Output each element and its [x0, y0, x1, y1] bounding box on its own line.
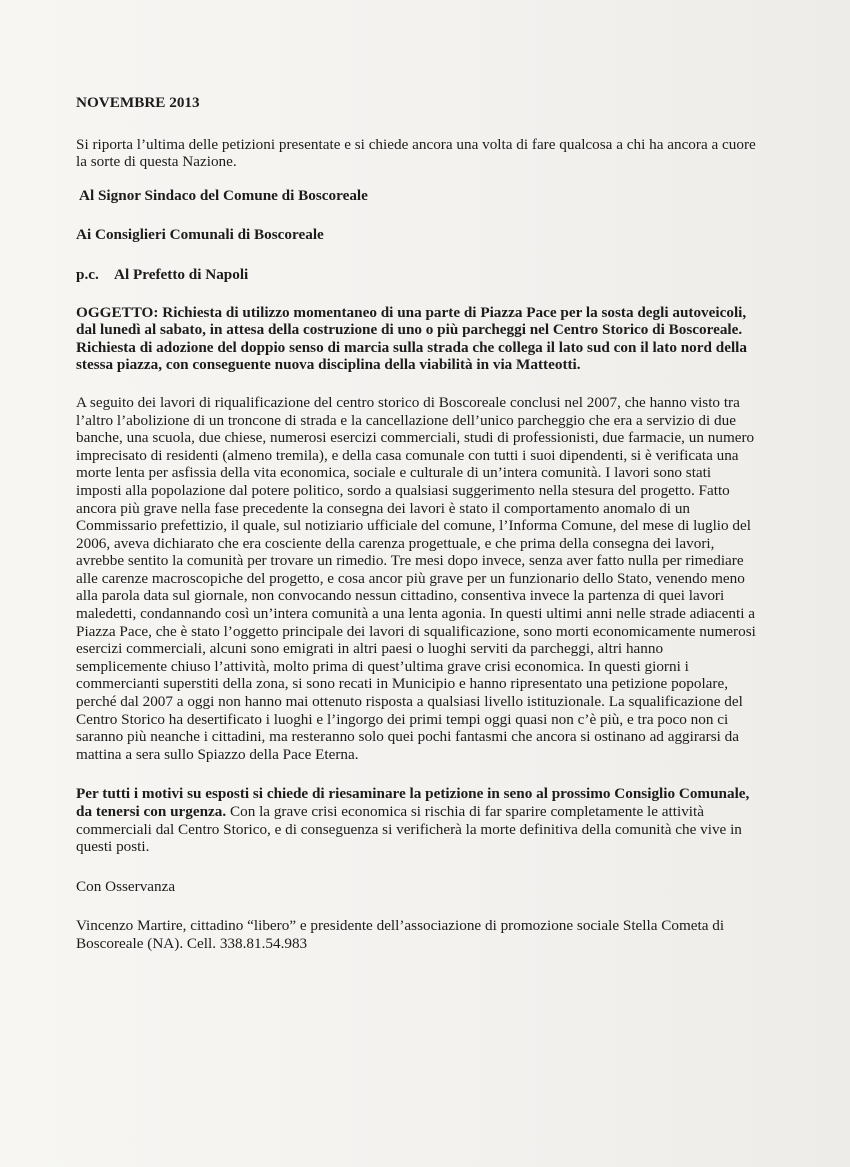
body-paragraph: A seguito dei lavori di riqualificazione del centro storico di Boscoreale conclusi nel 2007, che hanno visto tra l’altro l’abolizione di un troncone di strada e la cancellazione dell’unico parcheggio che era a servizio di due banche, una scuola, due chiese, numerosi esercizi commerciali, studi di professionisti, due farmacie, un numero imprecisato di residenti (almeno tremila), e della casa comunale con tutti i suoi dipendenti, si è verificata una morte lenta per asfissia della vita economica, sociale e culturale di un’intera comunità. I lavori sono stati imposti alla popolazione dal potere politico, sordo a qualsiasi suggerimento nella stesura del progetto. Fatto ancora più grave nella fase precedente la consegna dei lavori è stato il comportamento anomalo di un Commissario prefettizio, il quale, sul notiziario ufficiale del comune, l’Informa Comune, del mese di luglio del 2006, aveva dichiarato che era cosciente della carenza progettuale, e che prima della consegna dei lavori, avrebbe sentito la comunità per trovare un rimedio. Tre mesi dopo invece, senza aver fatto nulla per rimediare alle carenze macroscopiche del progetto, e cosa ancor più grave per un funzionario dello Stato, venendo meno alla parola data sul giornale, non convocando nessun cittadino, consentiva invece la partenza di quei lavori maledetti, condannando così un’intera comunità a una lenta agonia. In questi ultimi anni nelle strade adiacenti a Piazza Pace, che è stato l’oggetto principale dei lavori di squalificazione, sono morti economicamente numerosi esercizi commerciali, alcuni sono emigrati in altri paesi o luoghi serviti da parcheggi, altri hanno semplicemente chiuso l’attività, molto prima di quest’ultima grave crisi economica. In questi giorni i commercianti superstiti della zona, si sono recati in Municipio e hanno ripresentato una petizione popolare, perché dal 2007 a oggi non hanno mai ottenuto risposta a qualsiasi livello istituzionale. La squalificazione del Centro Storico ha desertificato i luoghi e l’ingorgo dei primi tempi oggi quasi non c’è più, e tra poco non ci saranno più neanche i cittadini, ma resteranno solo quei pochi fantasmi che ancora si ostinano ad aggirarsi da mattina a sera sullo Spiazzo della Pace Eterna. [76, 393, 756, 763]
closing-paragraph [76, 785, 756, 855]
prefect-name: Al Prefetto di Napoli [114, 265, 249, 283]
pc-label: p.c. [76, 265, 99, 283]
closing-bold-text: Per tutti i motivi su esposti si chiede di riesaminare la petizione in seno al prossimo Consiglio Comunale, da tenersi con urgenza. [76, 785, 750, 820]
intro-paragraph: Si riporta l’ultima delle petizioni presentate e si chiede ancora una volta di fare qualcosa a chi ha ancora a cuore la sorte di questa Nazione. [76, 135, 756, 171]
salutation: Con Osservanza [76, 877, 176, 895]
letter-content [76, 84, 756, 953]
addressee-prefect [76, 266, 756, 284]
addressee-mayor: Al Signor Sindaco del Comune di Boscoreale [79, 186, 368, 204]
addressee-councillors: Ai Consiglieri Comunali di Boscoreale [76, 226, 324, 244]
closing-text: Con la grave crisi economica si rischia di far sparire completamente le attività commerciali dal Centro Storico, e di conseguenza si verificherà la morte definitiva della comunità che vive in questi posti. [76, 803, 742, 856]
letter-date: NOVEMBRE 2013 [76, 94, 200, 111]
signature-block: Vincenzo Martire, cittadino “libero” e presidente dell’associazione di promozione sociale Stella Cometa di Boscoreale (NA). Cell. 338.81.54.983 [76, 917, 725, 952]
subject-paragraph: OGGETTO: Richiesta di utilizzo momentaneo di una parte di Piazza Pace per la sosta degli autoveicoli, dal lunedì al sabato, in attesa della costruzione di uno o più parcheggi nel Centro Storico di Boscoreale. Richiesta di adozione del doppio senso di marcia sulla strada che collega il lato sud con il lato nord della stessa piazza, con conseguente nuova disciplina della viabilità in via Matteotti. [76, 303, 747, 374]
